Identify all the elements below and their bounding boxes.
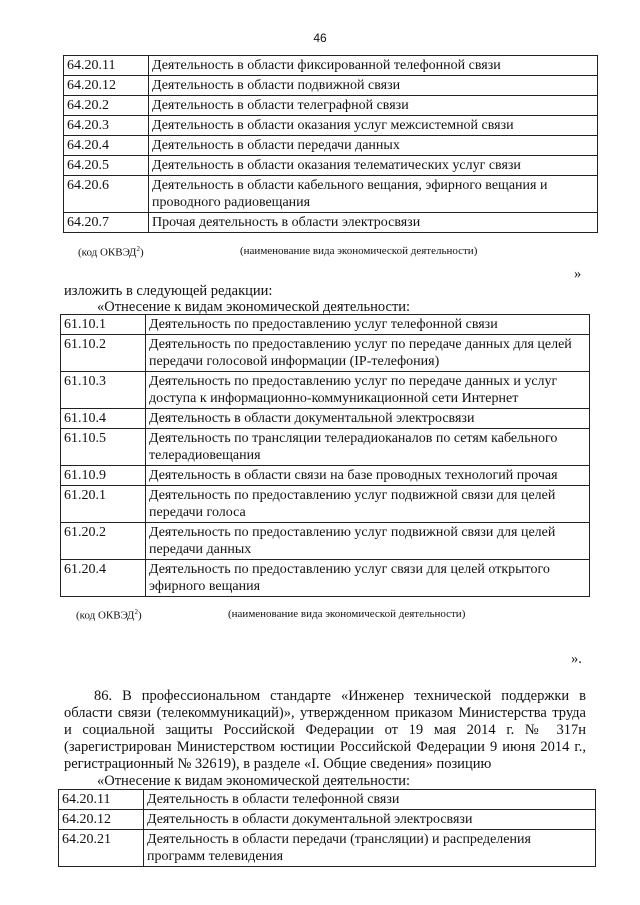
okved-code-cell: 64.20.5 <box>64 156 149 176</box>
table-row <box>61 315 590 335</box>
okved-code-cell: 64.20.21 <box>59 830 144 867</box>
activity-name-cell: Прочая деятельность в области электросвязи <box>149 213 598 233</box>
table-row <box>59 790 596 810</box>
activity-name-cell: Деятельность в области кабельного вещания, эфирного вещания и проводного радиовещания <box>149 176 598 213</box>
okved-code-cell: 61.20.2 <box>61 523 146 560</box>
okved-code-cell: 61.10.3 <box>61 372 146 409</box>
table-row <box>61 409 590 429</box>
caption-name: (наименование вида экономической деятельности) <box>240 245 478 257</box>
table-row <box>61 372 590 409</box>
activity-name-cell: Деятельность по предоставлению услуг связи для целей открытого эфирного вещания <box>146 560 590 597</box>
table-row <box>64 76 598 96</box>
table-row <box>61 429 590 466</box>
activity-name-cell: Деятельность в области фиксированной телефонной связи <box>149 56 598 76</box>
okved-code-cell: 64.20.12 <box>64 76 149 96</box>
table-row <box>64 213 598 233</box>
okved-code-cell: 61.10.2 <box>61 335 146 372</box>
table-row <box>61 560 590 597</box>
okved-table-third <box>58 789 596 867</box>
caption-code: (код ОКВЭД$^2$) <box>78 245 144 259</box>
okved-code-cell: 61.10.1 <box>61 315 146 335</box>
activity-name-cell: Деятельность по предоставлению услуг телефонной связи <box>146 315 590 335</box>
okved-code-cell: 64.20.7 <box>64 213 149 233</box>
paragraph-86: 86. В профессиональном стандарте «Инженер технической поддержки в области связи (телекоммуникаций)», утвержденном приказом Министерства труда и социальной защиты Российской Федерации от 19 мая 2014 г. № 317н (зарегистрирован Министерством юстиции Российской Федерации 9 июня 2014 г., регистрационный № 32619), в разделе «I. Общие сведения» позицию <box>64 688 586 772</box>
table-row <box>64 136 598 156</box>
close-quote: ». <box>571 651 582 667</box>
page-number: 46 <box>313 31 327 45</box>
section-heading: «Отнесение к видам экономической деятельности: <box>97 773 411 789</box>
caption-code: (код ОКВЭД$^2$) <box>76 608 142 622</box>
okved-code-cell: 64.20.11 <box>64 56 149 76</box>
okved-code-cell: 61.10.4 <box>61 409 146 429</box>
section-heading: «Отнесение к видам экономической деятельности: <box>97 299 411 315</box>
table-row <box>64 116 598 136</box>
okved-table-old <box>63 55 598 233</box>
okved-code-cell: 64.20.12 <box>59 810 144 830</box>
table-row <box>59 830 596 867</box>
activity-name-cell: Деятельность в области передачи (трансляции) и распределения программ телевидения <box>144 830 596 867</box>
okved-code-cell: 64.20.2 <box>64 96 149 116</box>
activity-name-cell: Деятельность в области передачи данных <box>149 136 598 156</box>
table-row <box>64 156 598 176</box>
caption-name: (наименование вида экономической деятельности) <box>228 608 466 620</box>
okved-code-cell: 64.20.4 <box>64 136 149 156</box>
table-row <box>64 96 598 116</box>
okved-code-cell: 61.10.5 <box>61 429 146 466</box>
activity-name-cell: Деятельность в области оказания услуг межсистемной связи <box>149 116 598 136</box>
table-row <box>61 523 590 560</box>
okved-code-cell: 61.10.9 <box>61 466 146 486</box>
activity-name-cell: Деятельность по предоставлению услуг по передаче данных и услуг доступа к информационно-коммуникационной сети Интернет <box>146 372 590 409</box>
activity-name-cell: Деятельность в области подвижной связи <box>149 76 598 96</box>
activity-name-cell: Деятельность в области связи на базе проводных технологий прочая <box>146 466 590 486</box>
activity-name-cell: Деятельность в области телеграфной связи <box>149 96 598 116</box>
table-row <box>64 176 598 213</box>
okved-code-cell: 61.20.1 <box>61 486 146 523</box>
activity-name-cell: Деятельность в области документальной электросвязи <box>144 810 596 830</box>
table-row <box>61 335 590 372</box>
close-quote: » <box>574 266 582 282</box>
activity-name-cell: Деятельность в области документальной электросвязи <box>146 409 590 429</box>
activity-name-cell: Деятельность в области оказания телематических услуг связи <box>149 156 598 176</box>
okved-code-cell: 61.20.4 <box>61 560 146 597</box>
activity-name-cell: Деятельность по предоставлению услуг подвижной связи для целей передачи данных <box>146 523 590 560</box>
activity-name-cell: Деятельность по трансляции телерадиоканалов по сетям кабельного телерадиовещания <box>146 429 590 466</box>
okved-code-cell: 64.20.3 <box>64 116 149 136</box>
intro-text: изложить в следующей редакции: <box>64 283 273 299</box>
table-row <box>61 466 590 486</box>
okved-code-cell: 64.20.11 <box>59 790 144 810</box>
okved-code-cell: 64.20.6 <box>64 176 149 213</box>
table-row <box>61 486 590 523</box>
okved-table-new <box>60 314 590 597</box>
activity-name-cell: Деятельность по предоставлению услуг подвижной связи для целей передачи голоса <box>146 486 590 523</box>
table-row <box>59 810 596 830</box>
activity-name-cell: Деятельность по предоставлению услуг по передаче данных для целей передачи голосовой информации (IP-телефония) <box>146 335 590 372</box>
table-row <box>64 56 598 76</box>
activity-name-cell: Деятельность в области телефонной связи <box>144 790 596 810</box>
